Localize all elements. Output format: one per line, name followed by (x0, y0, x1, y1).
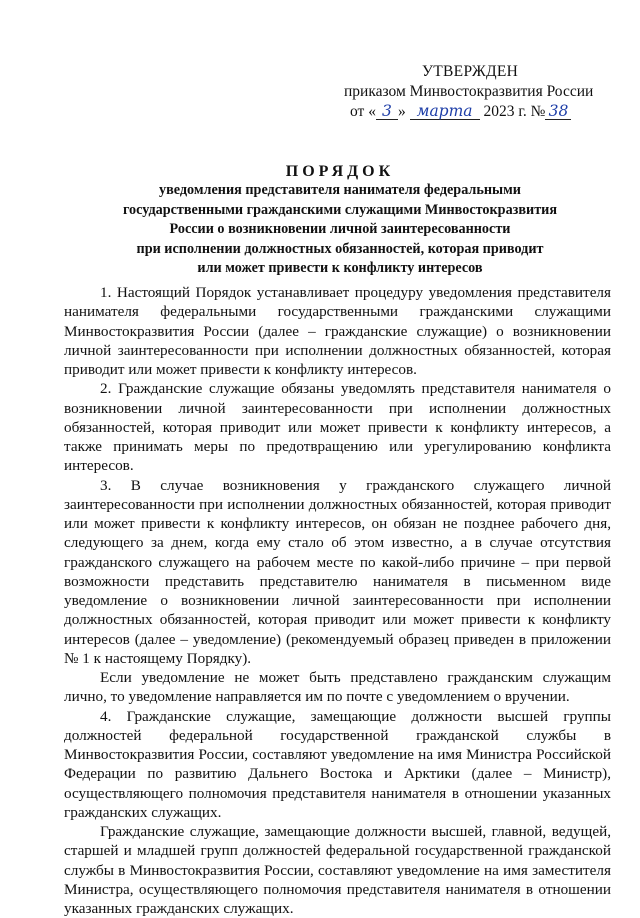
subtitle-line: государственными гражданскими служащими Минвостокразвития (122, 201, 558, 218)
approval-block (330, 62, 620, 122)
handwritten-month: марта (410, 103, 480, 120)
approval-order-line: приказом Минвостокразвития России (344, 83, 594, 100)
paragraph-3-continuation: Если уведомление не может быть представлено гражданским служащим лично, то уведомление направляется им по почте с уведомлением о вручении. (64, 669, 611, 706)
paragraph-4: 4. Гражданские служащие, замещающие должности высшей группы должностей федеральной государственной гражданской службы в Минвостокразвития России, составляют уведомление на имя Министра Российской Федерации по развитию Дальнего Востока и Арктики (далее – Министр), осуществляющего полномочия представителя нанимателя в отношении указанных гражданских служащих. (64, 707, 611, 821)
approval-heading: УТВЕРЖДЕН (422, 63, 519, 80)
document-body (64, 283, 611, 918)
subtitle-line: или может привести к конфликту интересов (197, 260, 483, 277)
approval-date-line (330, 102, 620, 122)
document-title: ПОРЯДОК (285, 163, 395, 180)
handwritten-order-number: 38 (545, 103, 571, 120)
date-prefix: от « (350, 103, 376, 120)
subtitle-line: России о возникновении личной заинтересованности (169, 221, 511, 238)
paragraph-3: 3. В случае возникновения у гражданского служащего личной заинтересованности при исполнении должностных обязанностей, которая приводит или может привести к конфликту интересов, он обязан не позднее рабочего дня, следующего за днем, когда ему стало об этом известно, а в случае отсутствия гражданского служащего на рабочем месте по какой-либо причине – при первой возможности представить представителю нанимателя в письменном виде уведомление о возникновении личной заинтересованности при исполнении должностных обязанностей, которая приводит или может привести к конфликту интересов (далее – уведомление) (рекомендуемый образец приведен в приложении № 1 к настоящему Порядку). (64, 476, 611, 667)
paragraph-1: 1. Настоящий Порядок устанавливает процедуру уведомления представителя нанимателя федеральными государственными гражданскими служащими Минвостокразвития России (далее – гражданские служащие) о возникновении личной заинтересованности при исполнении должностных обязанностей, которая приводит или может привести к конфликту интересов. (64, 284, 611, 378)
paragraph-4-continuation: Гражданские служащие, замещающие должности высшей, главной, ведущей, старшей и младшей групп должностей федеральной государственной гражданской службы в Минвостокразвития России, составляют уведомление на имя заместителя Министра, осуществляющего полномочия представителя нанимателя в отношении указанных гражданских служащих. (64, 823, 611, 917)
subtitle-line: уведомления представителя нанимателя федеральными (159, 182, 521, 198)
date-mid: » (397, 103, 406, 120)
handwritten-day: 3 (376, 103, 398, 120)
date-year: 2023 г. № (483, 103, 546, 120)
document-subtitle (60, 181, 620, 279)
subtitle-line: при исполнении должностных обязанностей, которая приводит (136, 240, 544, 257)
paragraph-2: 2. Гражданские служащие обязаны уведомлять представителя нанимателя о возникновении личной заинтересованности при исполнении должностных обязанностей, которая приводит или может привести к конфликту интересов, а также принимать меры по предотвращению или урегулированию конфликта интересов. (64, 380, 611, 475)
